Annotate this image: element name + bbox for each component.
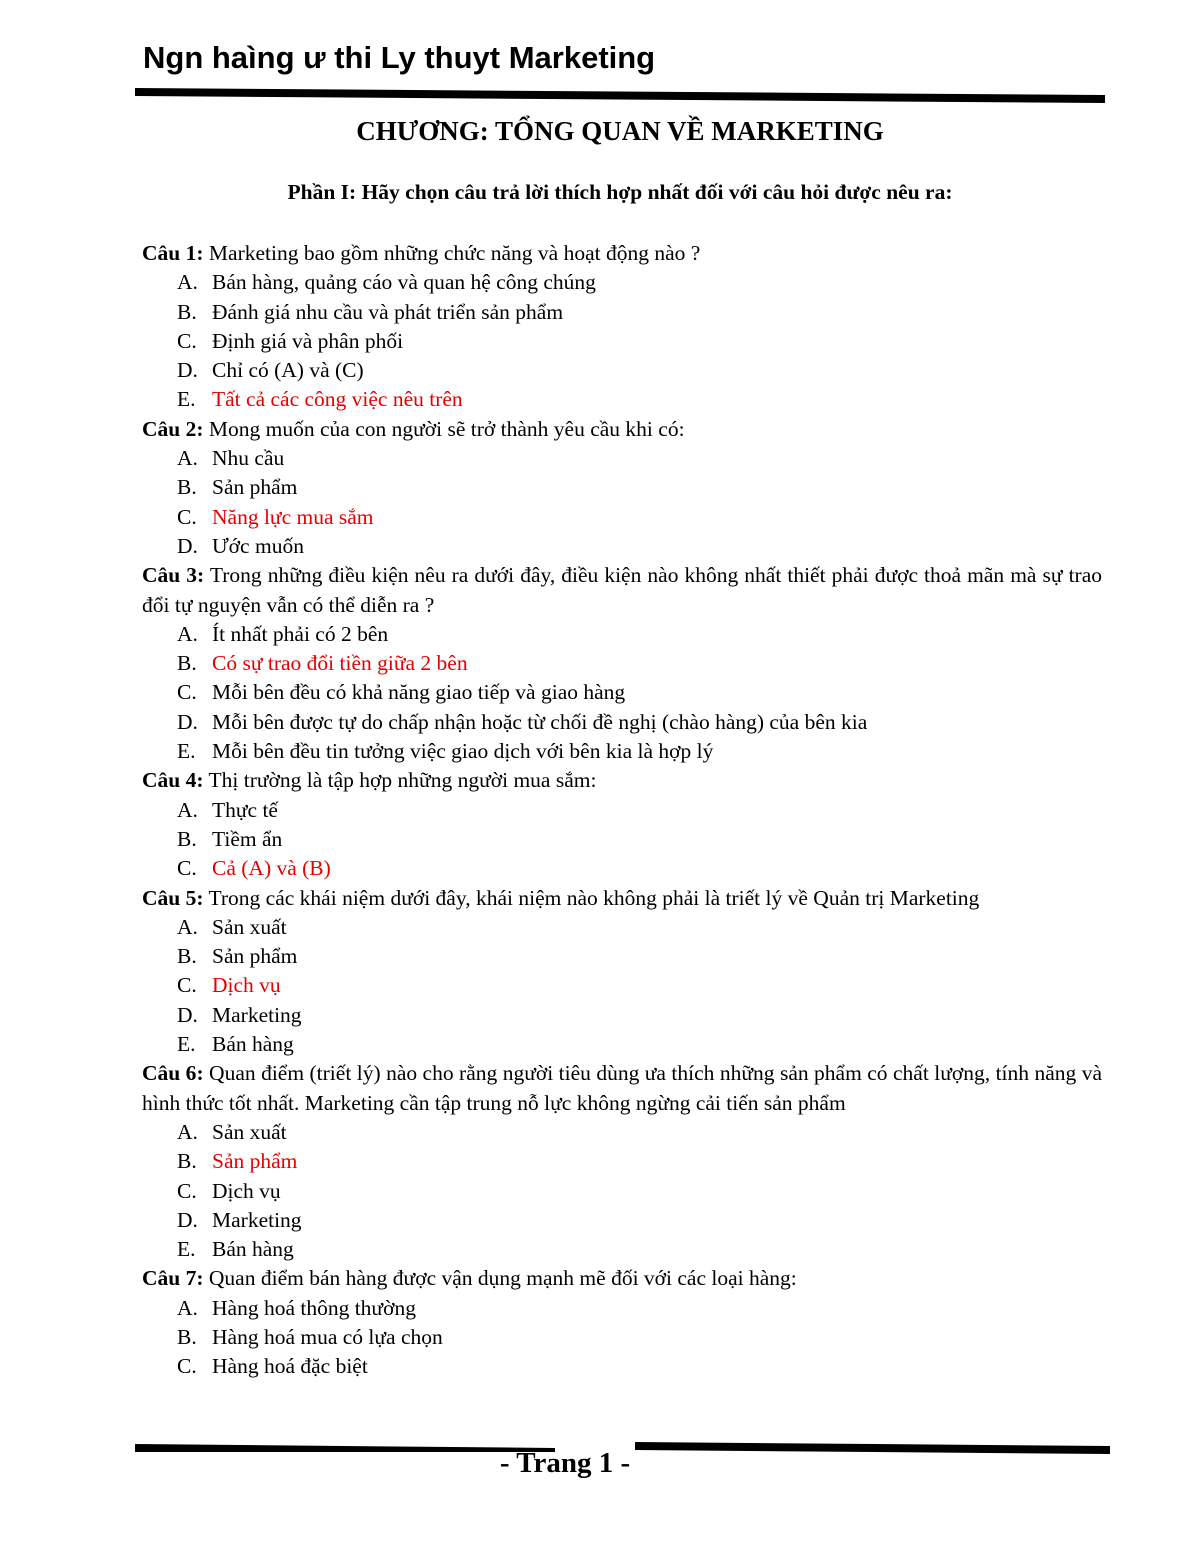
answer-option bbox=[142, 737, 1102, 766]
question-number: Câu 1 bbox=[142, 241, 197, 265]
question-3: Câu 3: Trong những điều kiện nêu ra dưới đây, điều kiện nào không nhất thiết phải được thoả mãn mà sự trao đổi tự nguyện vẫn có thể diễn ra ? bbox=[142, 563, 1103, 617]
question-4: Câu 4: Thị trường là tập hợp những người mua sắm: bbox=[142, 768, 597, 793]
option-letter: A. bbox=[177, 270, 198, 295]
answer-option-correct bbox=[142, 649, 1102, 678]
header-rule bbox=[135, 86, 1105, 104]
option-text: Marketing bbox=[212, 1207, 302, 1232]
option-list bbox=[142, 268, 1102, 414]
option-text: Năng lực mua sắm bbox=[212, 504, 374, 529]
option-letter: B. bbox=[177, 1324, 197, 1349]
option-text: Tiềm ẩn bbox=[212, 826, 283, 851]
question-text: Quan điểm bán hàng được vận dụng mạnh mẽ đối với các loại hàng: bbox=[203, 1266, 797, 1291]
option-text: Mỗi bên được tự do chấp nhận hoặc từ chối đề nghị (chào hàng) của bên kia bbox=[212, 709, 868, 734]
option-letter: E. bbox=[177, 1032, 196, 1057]
option-letter: B. bbox=[177, 944, 197, 969]
question-list bbox=[142, 239, 1102, 1382]
answer-option-correct bbox=[142, 971, 1102, 1000]
option-text: Marketing bbox=[212, 1002, 302, 1027]
option-letter: D. bbox=[177, 1002, 198, 1027]
option-text: Sản phẩm bbox=[212, 475, 298, 500]
answer-option bbox=[142, 1323, 1102, 1352]
question-number: Câu 5 bbox=[142, 885, 197, 910]
answer-option bbox=[142, 1235, 1102, 1264]
question-text: Mong muốn của con người sẽ trở thành yêu cầu khi có: bbox=[203, 416, 685, 441]
option-letter: A. bbox=[177, 914, 198, 939]
option-text: Hàng hoá mua có lựa chọn bbox=[212, 1324, 443, 1349]
answer-option bbox=[142, 1352, 1102, 1381]
option-text: Cả (A) và (B) bbox=[212, 856, 331, 881]
option-letter: C. bbox=[177, 1354, 197, 1379]
option-letter: C. bbox=[177, 328, 197, 353]
option-text: Thực tế bbox=[212, 797, 278, 822]
question-5: Câu 5: Trong các khái niệm dưới đây, khái niệm nào không phải là triết lý về Quản trị Marketing bbox=[142, 885, 980, 910]
option-letter: B. bbox=[177, 299, 197, 324]
option-list bbox=[142, 913, 1102, 1059]
option-text: Đánh giá nhu cầu và phát triển sản phẩm bbox=[212, 299, 564, 324]
answer-option bbox=[142, 268, 1102, 297]
option-text: Dịch vụ bbox=[212, 1178, 281, 1203]
option-letter: B. bbox=[177, 826, 197, 851]
option-text: Ít nhất phải có 2 bên bbox=[212, 621, 389, 646]
option-letter: C. bbox=[177, 1178, 197, 1203]
option-text: Hàng hoá đặc biệt bbox=[212, 1354, 368, 1379]
chapter-title: CHƯƠNG: TỔNG QUAN VỀ MARKETING bbox=[356, 116, 884, 146]
question-text: Trong các khái niệm dưới đây, khái niệm nào không phải là triết lý về Quản trị Marketing bbox=[203, 885, 980, 910]
option-text: Hàng hoá thông thường bbox=[212, 1295, 416, 1320]
option-text: Có sự trao đổi tiền giữa 2 bên bbox=[212, 651, 468, 676]
question-number: Câu 3 bbox=[142, 563, 198, 588]
question-6: Câu 6: Quan điểm (triết lý) nào cho rằng người tiêu dùng ưa thích những sản phẩm có chất lượng, tính năng và hình thức tốt nhất. Marketing cần tập trung nỗ lực không ngừng cải tiến sản phẩm bbox=[142, 1061, 1103, 1115]
answer-option bbox=[142, 1118, 1102, 1147]
option-text: Bán hàng, quảng cáo và quan hệ công chúng bbox=[212, 270, 596, 295]
page-number: - Trang 1 - bbox=[499, 1447, 631, 1479]
option-list bbox=[142, 1118, 1102, 1264]
option-text: Định giá và phân phối bbox=[212, 328, 404, 353]
option-letter: E. bbox=[177, 1237, 196, 1262]
answer-option bbox=[142, 532, 1102, 561]
option-list bbox=[142, 1294, 1102, 1382]
option-letter: A. bbox=[177, 1119, 198, 1144]
question-number: Câu 2 bbox=[142, 416, 197, 441]
option-letter: A. bbox=[177, 621, 198, 646]
answer-option bbox=[142, 473, 1102, 502]
option-letter: B. bbox=[177, 651, 197, 676]
option-letter: D. bbox=[177, 709, 198, 734]
option-text: Sản phẩm bbox=[212, 944, 298, 969]
option-letter: A. bbox=[177, 1295, 198, 1320]
option-letter: C. bbox=[177, 973, 197, 998]
option-letter: D. bbox=[177, 358, 198, 383]
answer-option-correct bbox=[142, 503, 1102, 532]
option-letter: C. bbox=[177, 856, 197, 881]
option-letter: C. bbox=[177, 680, 197, 705]
answer-option bbox=[142, 825, 1102, 854]
answer-option-correct bbox=[142, 854, 1102, 883]
question-number: Câu 6 bbox=[142, 1061, 197, 1086]
answer-option-correct bbox=[142, 385, 1102, 414]
option-letter: A. bbox=[177, 446, 198, 471]
answer-option bbox=[142, 444, 1102, 473]
option-text: Sản phẩm bbox=[212, 1149, 298, 1174]
question-text: Trong những điều kiện nêu ra dưới đây, điều kiện nào không nhất thiết phải được thoả mãn mà sự trao đổi tự nguyện vẫn có thể diễn ra ? bbox=[142, 563, 1103, 617]
answer-option bbox=[142, 620, 1102, 649]
answer-option bbox=[142, 1177, 1102, 1206]
answer-option-correct bbox=[142, 1147, 1102, 1176]
answer-option bbox=[142, 298, 1102, 327]
option-letter: B. bbox=[177, 1149, 197, 1174]
question-1: Câu 1: Marketing bao gồm những chức năng và hoạt động nào ? bbox=[142, 241, 701, 265]
question-text: Quan điểm (triết lý) nào cho rằng người tiêu dùng ưa thích những sản phẩm có chất lượng, tính năng và hình thức tốt nhất. Marketing cần tập trung nỗ lực không ngừng cải tiến sản phẩm bbox=[142, 1061, 1103, 1115]
option-letter: E. bbox=[177, 387, 196, 412]
option-text: Nhu cầu bbox=[212, 446, 285, 471]
option-text: Sản xuất bbox=[212, 1119, 287, 1144]
option-text: Mỗi bên đều có khả năng giao tiếp và giao hàng bbox=[212, 680, 626, 705]
option-text: Ước muốn bbox=[212, 533, 304, 558]
answer-option bbox=[142, 1206, 1102, 1235]
document-header-title: Ngn haìng ư thi Ly thuyt Marketing bbox=[143, 40, 656, 75]
option-text: Bán hàng bbox=[212, 1237, 294, 1262]
option-list bbox=[142, 796, 1102, 884]
answer-option bbox=[142, 708, 1102, 737]
answer-option bbox=[142, 1030, 1102, 1059]
question-number: Câu 4 bbox=[142, 768, 197, 793]
question-text: Thị trường là tập hợp những người mua sắm: bbox=[203, 768, 597, 793]
section-title: Phần I: Hãy chọn câu trả lời thích hợp nhất đối với câu hỏi được nêu ra: bbox=[287, 180, 953, 204]
option-letter: E. bbox=[177, 739, 196, 764]
option-text: Mỗi bên đều tin tưởng việc giao dịch với bên kia là hợp lý bbox=[212, 739, 714, 764]
question-2: Câu 2: Mong muốn của con người sẽ trở thành yêu cầu khi có: bbox=[142, 416, 685, 441]
answer-option bbox=[142, 327, 1102, 356]
option-text: Tất cả các công việc nêu trên bbox=[212, 387, 463, 412]
question-number: Câu 7 bbox=[142, 1266, 197, 1291]
question-text: Marketing bao gồm những chức năng và hoạt động nào ? bbox=[203, 241, 701, 265]
answer-option bbox=[142, 1294, 1102, 1323]
option-letter: C. bbox=[177, 504, 197, 529]
option-text: Dịch vụ bbox=[212, 973, 281, 998]
option-letter: D. bbox=[177, 1207, 198, 1232]
answer-option bbox=[142, 913, 1102, 942]
option-letter: B. bbox=[177, 475, 197, 500]
option-letter: D. bbox=[177, 533, 198, 558]
answer-option bbox=[142, 942, 1102, 971]
option-text: Chỉ có (A) và (C) bbox=[212, 358, 364, 383]
option-list bbox=[142, 444, 1102, 561]
question-7: Câu 7: Quan điểm bán hàng được vận dụng mạnh mẽ đối với các loại hàng: bbox=[142, 1266, 797, 1291]
answer-option bbox=[142, 678, 1102, 707]
option-list bbox=[142, 620, 1102, 766]
answer-option bbox=[142, 1001, 1102, 1030]
option-letter: A. bbox=[177, 797, 198, 822]
answer-option bbox=[142, 356, 1102, 385]
option-text: Bán hàng bbox=[212, 1032, 294, 1057]
option-text: Sản xuất bbox=[212, 914, 287, 939]
answer-option bbox=[142, 796, 1102, 825]
